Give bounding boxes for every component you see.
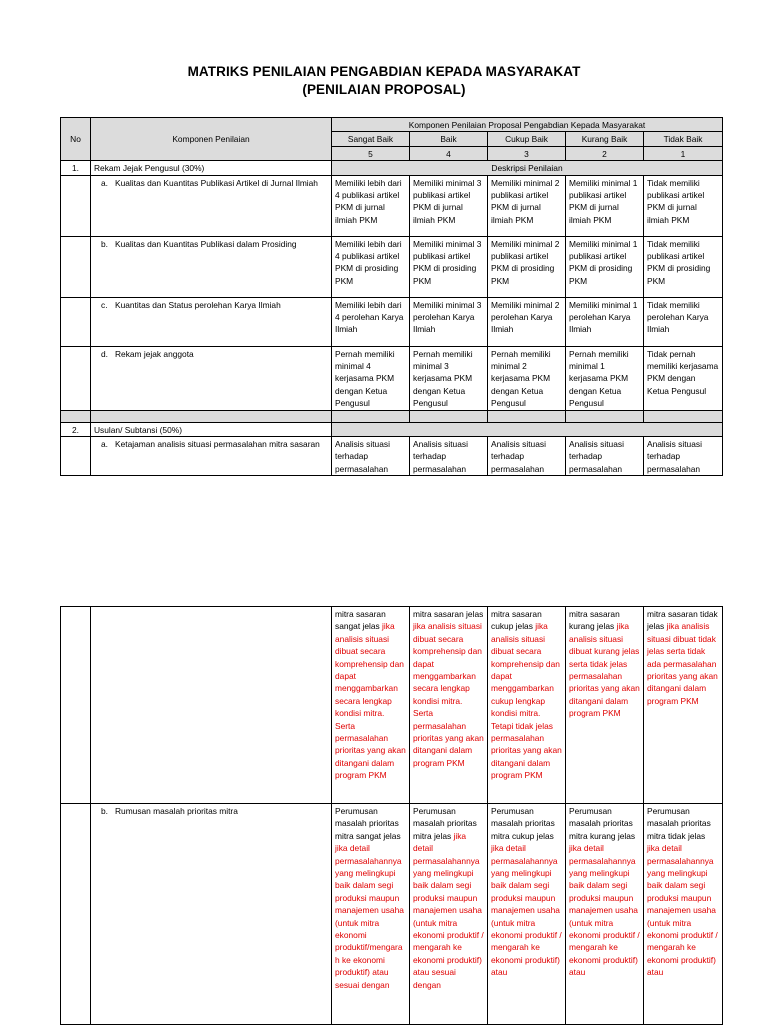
header-level: Tidak Baik [644, 132, 723, 146]
table-cell: Tidak memiliki publikasi artikel PKM di jurnal ilmiah PKM [644, 175, 723, 236]
header-score: 2 [566, 146, 644, 160]
table-row [61, 346, 723, 410]
table-cell: Memiliki minimal 2 publikasi artikel PKM di jurnal ilmiah PKM [488, 175, 566, 236]
criterion-label: a. Ketajaman analisis situasi permasalahan mitra sasaran [91, 437, 332, 476]
section-number: 1. [61, 161, 91, 175]
table-row [61, 175, 723, 236]
description-header: Deskripsi Penilaian [332, 161, 723, 175]
criterion-label: d. Rekam jejak anggota [91, 346, 332, 410]
table-cell: Memiliki minimal 1 publikasi artikel PKM di jurnal ilmiah PKM [566, 175, 644, 236]
table-cell: Memiliki minimal 2 perolehan Karya Ilmiah [488, 297, 566, 346]
table-cell: Memiliki minimal 3 publikasi artikel PKM di prosiding PKM [410, 236, 488, 297]
table-row [61, 236, 723, 297]
table-cell: mitra sasaran sangat jelas jika analisis situasi dibuat secara komprehensip dan dapat menggambarkan secara lengkap kondisi mitra. Serta permasalahan prioritas yang akan ditangani dalam program PKM [332, 607, 410, 804]
header-komponen: Komponen Penilaian [91, 118, 332, 161]
table-cell: Analisis situasi terhadap permasalahan [410, 437, 488, 476]
header-group: Komponen Penilaian Proposal Pengabdian Kepada Masyarakat [332, 118, 723, 132]
table-cell: Perumusan masalah prioritas mitra jelas jika detail permasalahannya yang melingkupi baik dalam segi produksi maupun manajemen usaha (untuk mitra ekonomi produktif / mengarah ke ekonomi produktif) atau sesuai dengan [410, 804, 488, 1025]
criterion-label: b. Kualitas dan Kuantitas Publikasi dalam Prosiding [91, 236, 332, 297]
table-cell: Memiliki minimal 1 publikasi artikel PKM di prosiding PKM [566, 236, 644, 297]
table-cell: Analisis situasi terhadap permasalahan [488, 437, 566, 476]
table-cell: Memiliki minimal 3 publikasi artikel PKM di jurnal ilmiah PKM [410, 175, 488, 236]
section-title: Rekam Jejak Pengusul (30%) [91, 161, 332, 175]
table-cell: Memiliki minimal 1 perolehan Karya Ilmiah [566, 297, 644, 346]
header-level: Sangat Baik [332, 132, 410, 146]
table-row [61, 804, 723, 1025]
table-cell: Memiliki lebih dari 4 perolehan Karya Ilmiah [332, 297, 410, 346]
criterion-label: b. Rumusan masalah prioritas mitra [91, 804, 332, 1025]
table-cell: Tidak memiliki publikasi artikel PKM di prosiding PKM [644, 236, 723, 297]
table-cell: Memiliki lebih dari 4 publikasi artikel PKM di prosiding PKM [332, 236, 410, 297]
table-cell: mitra sasaran tidak jelas jika analisis situasi dibuat tidak jelas serta tidak ada permasalahan prioritas yang akan ditangani dalam program PKM [644, 607, 723, 804]
table-cell: Memiliki minimal 2 publikasi artikel PKM di prosiding PKM [488, 236, 566, 297]
header-level: Baik [410, 132, 488, 146]
header-score: 5 [332, 146, 410, 160]
table-cell: Memiliki minimal 3 perolehan Karya Ilmiah [410, 297, 488, 346]
table-cell: Perumusan masalah prioritas mitra cukup jelas jika detail permasalahannya yang melingkupi baik dalam segi produksi maupun manajemen usaha (untuk mitra ekonomi produktif / mengarah ke ekonomi produktif) atau [488, 804, 566, 1025]
table-row [61, 437, 723, 476]
table-cell: mitra sasaran cukup jelas jika analisis situasi dibuat secara komprehensip dan dapat menggambarkan cukup lengkap kondisi mitra. Tetapi tidak jelas permasalahan prioritas yang akan ditangani dalam program PKM [488, 607, 566, 804]
assessment-table-page2 [60, 606, 723, 1025]
table-cell: Pernah memiliki minimal 4 kerjasama PKM dengan Ketua Pengusul [332, 346, 410, 410]
header-score: 1 [644, 146, 723, 160]
table-cell: mitra sasaran kurang jelas jika analisis situasi dibuat kurang jelas serta tidak jelas permasalahan prioritas yang akan ditangani dalam program PKM [566, 607, 644, 804]
table-cell: Perumusan masalah prioritas mitra sangat jelas jika detail permasalahannya yang melingkupi baik dalam segi produksi maupun manajemen usaha (untuk mitra ekonomi produktif/mengarah ke ekonomi produktif) atau sesuai dengan [332, 804, 410, 1025]
separator-row [61, 410, 723, 422]
table-cell: Tidak memiliki perolehan Karya Ilmiah [644, 297, 723, 346]
section-title: Usulan/ Subtansi (50%) [91, 422, 332, 436]
section-number: 2. [61, 422, 91, 436]
table-cell: Pernah memiliki minimal 1 kerjasama PKM dengan Ketua Pengusul [566, 346, 644, 410]
table-cell: Analisis situasi terhadap permasalahan [644, 437, 723, 476]
table-cell: Analisis situasi terhadap permasalahan [566, 437, 644, 476]
table-row [61, 607, 723, 804]
table-cell: Pernah memiliki minimal 2 kerjasama PKM dengan Ketua Pengusul [488, 346, 566, 410]
document-title: MATRIKS PENILAIAN PENGABDIAN KEPADA MASYARAKAT [187, 64, 581, 79]
criterion-label: c. Kuantitas dan Status perolehan Karya Ilmiah [91, 297, 332, 346]
header-no: No [61, 118, 91, 161]
table-cell: Perumusan masalah prioritas mitra tidak jelas jika detail permasalahannya yang melingkupi baik dalam segi produksi maupun manajemen usaha (untuk mitra ekonomi produktif / mengarah ke ekonomi produktif) atau [644, 804, 723, 1025]
table-cell: Memiliki lebih dari 4 publikasi artikel PKM di jurnal ilmiah PKM [332, 175, 410, 236]
table-row [61, 297, 723, 346]
header-level: Kurang Baik [566, 132, 644, 146]
table-cell: Pernah memiliki minimal 3 kerjasama PKM dengan Ketua Pengusul [410, 346, 488, 410]
header-score: 4 [410, 146, 488, 160]
table-cell: Perumusan masalah prioritas mitra kurang jelas jika detail permasalahannya yang melingkupi baik dalam segi produksi maupun manajemen usaha (untuk mitra ekonomi produktif / mengarah ke ekonomi produktif) atau [566, 804, 644, 1025]
header-score: 3 [488, 146, 566, 160]
table-cell: Tidak pernah memiliki kerjasama PKM dengan Ketua Pengusul [644, 346, 723, 410]
table-cell: Analisis situasi terhadap permasalahan [332, 437, 410, 476]
assessment-table-page1 [60, 117, 723, 476]
criterion-label: a. Kualitas dan Kuantitas Publikasi Artikel di Jurnal Ilmiah [91, 175, 332, 236]
document-subtitle: (PENILAIAN PROPOSAL) [302, 82, 466, 97]
header-level: Cukup Baik [488, 132, 566, 146]
table-cell: mitra sasaran jelas jika analisis situasi dibuat secara komprehensip dan dapat menggambarkan secara lengkap kondisi mitra. Serta permasalahan prioritas yang akan ditangani dalam program PKM [410, 607, 488, 804]
